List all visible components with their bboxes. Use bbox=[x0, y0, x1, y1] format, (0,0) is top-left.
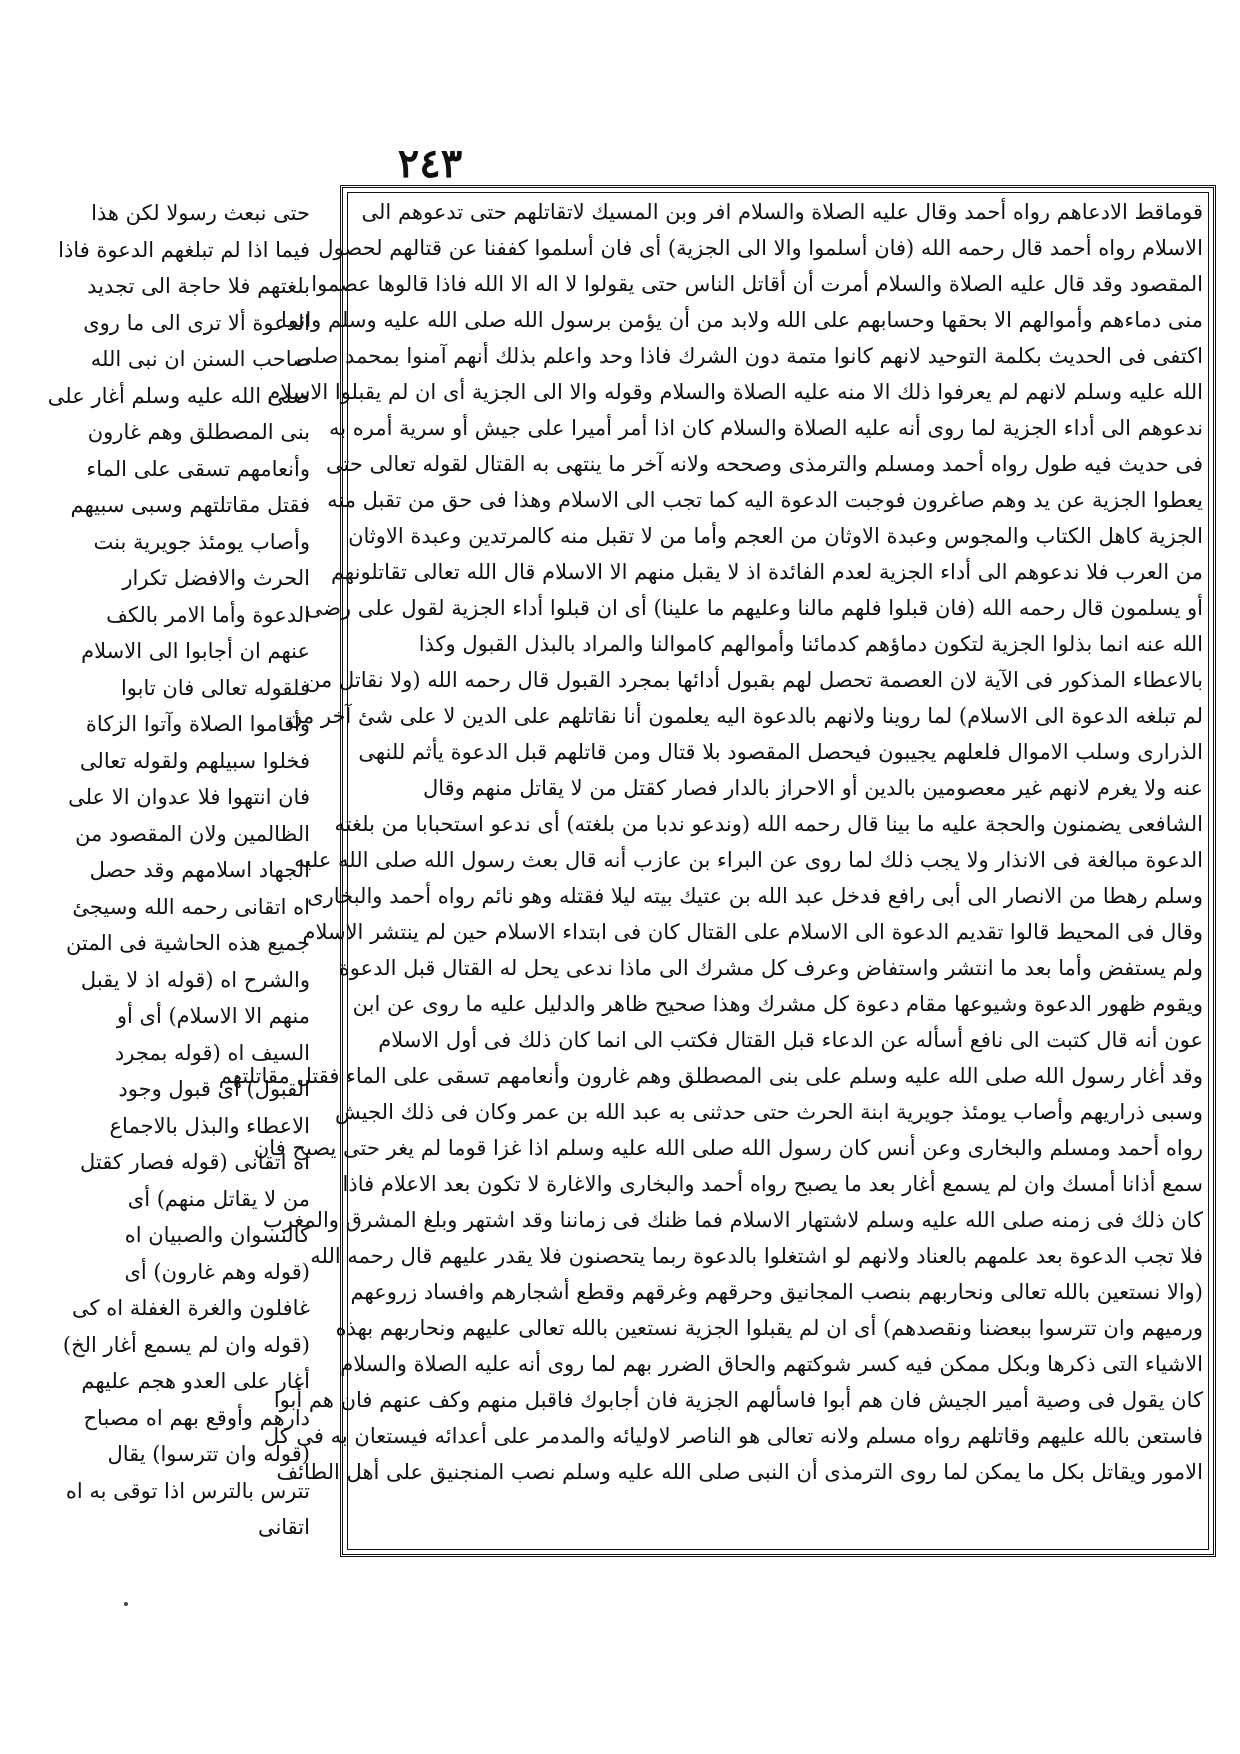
main-text-line: وقد أغار رسول الله صلى الله عليه وسلم على بنى المصطلق وهم غارون وأنعامهم تسقى على الماء فقتل مقاتلتهم bbox=[218, 1064, 1203, 1088]
main-text-line: الله عليه وسلم لانهم لم يعرفوا ذلك الا منه عليه الصلاة والسلام وقوله والا الى الجزية أى ان لم يقبلوا الاسلام bbox=[267, 380, 1203, 404]
main-text-line: الشافعى يضمنون والحجة عليه ما بينا قال رحمه الله (وندعو ندبا من بلغته) أى ندعو استحبابا من بلغته bbox=[334, 812, 1203, 836]
main-text-line: ولم يستفض وأما بعد ما انتشر واستفاض وعرف كل مشرك الى ماذا ندعى يحل له القتال قبل الدعوة bbox=[338, 956, 1203, 980]
main-text-line: أو يسلمون قال رحمه الله (فان قبلوا فلهم مالنا وعليهم ما علينا) أى ان قبلوا أداء الجزية لقول على رضى bbox=[305, 596, 1203, 620]
margin-text-line: (قوله وهم غارون) أى bbox=[124, 1259, 310, 1284]
main-text-line: بالاعطاء المذكور فى الآية لان العصمة تحصل لهم بقبول أدائها بمجرد القبول قال رحمه الله (ولا نقاتل من bbox=[305, 668, 1203, 692]
main-text-line: الامور ويقاتل بكل ما يمكن لما روى الترمذى أن النبى صلى الله عليه وسلم نصب المنجنيق على أهل الطائف bbox=[276, 1460, 1203, 1484]
margin-text-line: الاعطاء والبذل بالاجماع bbox=[109, 1113, 310, 1138]
main-text-line: فلا تجب الدعوة بعد علمهم بالعناد ولانهم لو اشتغلوا بالدعوة ربما يتحصنون فلا يقدر عليهم قال رحمه الله bbox=[310, 1244, 1203, 1268]
main-text-line: الجزية كاهل الكتاب والمجوس وعبدة الاوثان من العجم وأما من لا تقبل منه كالمرتدين وعبدة الاوثان bbox=[348, 524, 1203, 548]
main-text-line: المقصود وقد قال عليه الصلاة والسلام أمرت أن أقاتل الناس حتى يقولوا لا اله الا الله فاذا قالوها عصموا bbox=[311, 272, 1203, 296]
margin-text-line: الدعوة وأما الامر بالكف bbox=[106, 602, 310, 627]
main-text-line: الذرارى وسلب الاموال فلعلهم يجيبون فيحصل المقصود بلا قتال ومن قاتلهم قبل الدعوة يأثم للنهى bbox=[358, 740, 1203, 764]
margin-text-line: جميع هذه الحاشية فى المتن bbox=[65, 931, 310, 955]
main-text-line: اكتفى فى الحديث بكلمة التوحيد لانهم كانوا متمة دون الشرك فاذا وحد واعلم بذلك أنهم آمنوا بمحمد صلى bbox=[296, 344, 1203, 368]
main-text-line: لم تبلغه الدعوة الى الاسلام) لما روينا ولانهم بالدعوة اليه يعلمون أنا نقاتلهم على الدين لا على شئ آخر من bbox=[286, 704, 1203, 728]
main-text-line: ورميهم وان تترسوا ببعضنا ونقصدهم) أى ان لم يقبلوا الجزية نستعين بالله تعالى عليهم ونحاربهم بهذه bbox=[335, 1316, 1203, 1340]
main-text-line: كان يقول فى وصية أمير الجيش فان هم أبوا فاسألهم الجزية فان أجابوك فاقبل منهم وكف عنهم فان هم أبوا bbox=[273, 1388, 1203, 1412]
margin-text-line: والشرح اه (قوله اذ لا يقبل bbox=[80, 967, 310, 992]
margin-text-line: وأنعامهم تسقى على الماء bbox=[86, 456, 310, 481]
margin-text-line: السيف اه (قوله بمجرد bbox=[114, 1040, 310, 1065]
margin-text-line: الحرث والافضل تكرار bbox=[122, 566, 310, 590]
main-text-line: فى حديث فيه طول رواه أحمد ومسلم والترمذى وصححه ولانه آخر ما ينتهى به القتال لقوله تعالى حتى bbox=[326, 452, 1203, 476]
margin-text-line: وأقاموا الصلاة وآتوا الزكاة bbox=[85, 712, 310, 736]
main-text-line: وقال فى المحيط قالوا تقديم الدعوة الى الاسلام على القتال كان فى ابتداء الاسلام حين لم ينتشر الاسلام bbox=[302, 920, 1203, 944]
margin-text-line: منهم الا الاسلام) أى أو bbox=[116, 1004, 310, 1028]
margin-text-line: تترس بالترس اذا توقى به اه bbox=[65, 1478, 310, 1503]
page-number: ٢٤٣ bbox=[397, 140, 463, 187]
margin-text-line: صلى الله عليه وسلم أغار على bbox=[47, 383, 310, 408]
margin-dot bbox=[124, 1602, 128, 1606]
main-text-line: ويقوم ظهور الدعوة وشيوعها مقام دعوة كل مشرك وهذا صحيح ظاهر والدليل عليه ما روى عن ابن bbox=[352, 992, 1203, 1016]
main-text-line: من العرب فلا ندعوهم الى أداء الجزية لعدم الفائدة اذ لا يقبل منهم الا الاسلام قال الله تعالى تقاتلونهم bbox=[330, 560, 1203, 584]
main-text-line: الدعوة مبالغة فى الانذار ولا يجب ذلك لما روى عن البراء بن عازب أنه قال بعث رسول الله صلى الله عليه bbox=[294, 848, 1203, 872]
margin-text-line: اه اتقانى (قوله فصار كقتل bbox=[80, 1150, 310, 1174]
margin-text-line: كالنسوان والصبيان اه bbox=[124, 1223, 310, 1247]
main-text-line: وسلم رهطا من الانصار الى أبى رافع فدخل عبد الله بن عتيك بيته ليلا فقتله وهو نائم رواه أحمد والبخارى bbox=[307, 884, 1203, 908]
main-text-line: رواه أحمد ومسلم والبخارى وعن أنس كان رسول الله صلى الله عليه وسلم اذا غزا قوما لم يغر حتى يصبح فان bbox=[253, 1136, 1203, 1160]
main-text-line: قوماقط الادعاهم رواه أحمد وقال عليه الصلاة والسلام افر وبن المسيك لاتقاتلهم حتى تدعوهم الى bbox=[361, 200, 1203, 224]
margin-text-line: الظالمين ولان المقصود من bbox=[75, 821, 310, 846]
main-text-line: عنه ولا يغرم لانهم غير معصومين بالدين أو الاحراز بالدار فصار كقتل من لا يقاتل منهم وقال bbox=[422, 776, 1203, 800]
margin-text-line: اتقانى bbox=[257, 1515, 310, 1539]
margin-commentary bbox=[24, 195, 310, 1555]
margin-text-line: من لا يقاتل منهم) أى bbox=[127, 1186, 310, 1211]
margin-text-line: الجهاد اسلامهم وقد حصل bbox=[89, 858, 310, 882]
margin-text-line: فلقوله تعالى فان تابوا bbox=[120, 675, 310, 700]
margin-text-line: فقتل مقاتلتهم وسبى سبيهم bbox=[70, 493, 310, 517]
main-text-line: الله عنه انما بذلوا الجزية لتكون دماؤهم كدمائنا وأموالهم كاموالنا والمراد بالبذل القبول وكذا bbox=[418, 632, 1203, 656]
margin-text-line: غافلون والغرة الغفلة اه كى bbox=[72, 1296, 310, 1320]
margin-text-line: فيما اذا لم تبلغهم الدعوة فاذا bbox=[58, 237, 310, 262]
main-text-line: الاسلام رواه أحمد قال رحمه الله (فان أسلموا والا الى الجزية) أى فان أسلموا كففنا عن قتالهم لحصول bbox=[318, 236, 1203, 260]
margin-text-line: وأصاب يومئذ جويرية بنت bbox=[93, 529, 310, 554]
margin-text-line: دارهم وأوقع بهم اه مصباح bbox=[83, 1405, 310, 1430]
margin-text-line: (قوله وان تترسوا) يقال bbox=[107, 1442, 310, 1466]
margin-text-line: (قوله وان لم يسمع أغار الخ) bbox=[62, 1332, 310, 1357]
main-text-line: منى دماءهم وأموالهم الا بحقها وحسابهم على الله ولابد من أن يؤمن برسول الله صلى الله عليه وسلم وانما bbox=[280, 308, 1203, 332]
margin-text-line: بلغتهم فلا حاجة الى تجديد bbox=[87, 274, 310, 298]
main-text-line: ندعوهم الى أداء الجزية لما روى أنه عليه الصلاة والسلام كان اذا أمر أميرا على جيش أو سرية أمره به bbox=[329, 416, 1203, 440]
margin-text-line: فان انتهوا فلا عدوان الا على bbox=[68, 785, 310, 809]
margin-text-line: بنى المصطلق وهم غارون bbox=[87, 420, 310, 444]
main-text-line: وسبى ذراريهم وأصاب يومئذ جويرية ابنة الحرث حتى حدثنى به عبد الله بن عمر وكان فى ذلك الجيش bbox=[335, 1100, 1203, 1124]
margin-text-line: الدعوة ألا ترى الى ما روى bbox=[83, 310, 310, 335]
margin-text-line: حتى نبعث رسولا لكن هذا bbox=[91, 201, 310, 225]
main-text-line: سمع أذانا أمسك وان لم يسمع أغار بعد ما يصبح رواه أحمد والبخارى والاغارة لا تكون بعد الاعلام فاذا bbox=[342, 1172, 1203, 1196]
main-text-line: يعطوا الجزية عن يد وهم صاغرون فوجبت الدعوة اليه كما تجب الى الاسلام وهذا فى حق من تقبل منه bbox=[327, 488, 1203, 512]
margin-text-line: عنهم ان أجابوا الى الاسلام bbox=[81, 639, 310, 663]
main-text-line: كان ذلك فى زمنه صلى الله عليه وسلم لاشتهار الاسلام فما ظنك فى زماننا وقد اشتهر وبلغ المشرق والمغرب bbox=[262, 1208, 1203, 1232]
main-text-line: (والا نستعين بالله تعالى ونحاربهم بنصب المجانيق وحرقهم وغرقهم وقطع أشجارهم وافساد زروعهم bbox=[350, 1280, 1203, 1304]
main-text-line: فاستعن بالله عليهم وقاتلهم رواه مسلم ولانه تعالى هو الناصر لاوليائه والمدمر على أعدائه فيستعان به فى كل bbox=[263, 1424, 1203, 1448]
margin-text-line: اه اتقانى رحمه الله وسيجئ bbox=[72, 894, 310, 919]
main-text-line: الاشياء التى ذكرها وبكل ممكن فيه كسر شوكتهم والحاق الضرر بهم لما روى أنه عليه الصلاة والسلام bbox=[340, 1352, 1203, 1376]
margin-text-line: صاحب السنن ان نبى الله bbox=[90, 347, 310, 371]
margin-text-line: فخلوا سبيلهم ولقوله تعالى bbox=[79, 748, 310, 773]
margin-text-line: أغار على العدو هجم عليهم bbox=[81, 1369, 310, 1393]
margin-text-line: القبول) أى قبول وجود bbox=[118, 1077, 310, 1101]
main-text-line: عون أنه قال كتبت الى نافع أسأله عن الدعاء قبل القتال فكتب الى انما كان ذلك فى أول الاسلام bbox=[378, 1028, 1203, 1052]
